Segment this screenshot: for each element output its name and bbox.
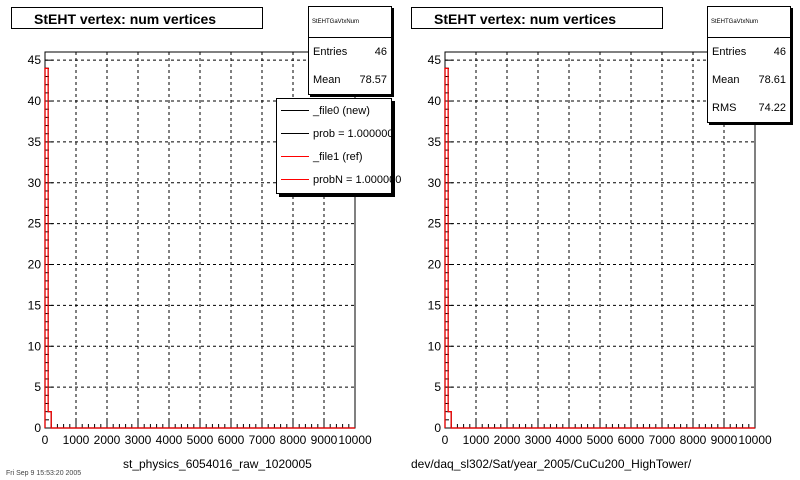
x-tick-label: 0 xyxy=(441,433,449,447)
panel-2-stats-row xyxy=(708,66,790,94)
legend-label: probN = 1.000000 xyxy=(313,173,402,186)
legend-swatch xyxy=(281,179,309,180)
y-tick-label: 20 xyxy=(427,257,441,272)
legend-label: _file0 (new) xyxy=(313,104,370,117)
x-tick-label: 8000 xyxy=(679,433,707,447)
legend-entry xyxy=(277,168,402,191)
x-tick-label: 5000 xyxy=(586,433,614,447)
date-stamp: Fri Sep 9 15:53:20 2005 xyxy=(6,470,82,477)
y-tick-label: 0 xyxy=(34,421,41,435)
x-tick-label: 4000 xyxy=(555,433,583,447)
x-tick-label: 3000 xyxy=(524,433,552,447)
y-tick-label: 10 xyxy=(427,339,441,354)
panel-1-stats-row xyxy=(309,66,391,94)
y-tick-label: 5 xyxy=(34,380,41,395)
y-tick-label: 45 xyxy=(27,53,41,68)
legend-swatch xyxy=(281,156,309,157)
stats-value: 78.57 xyxy=(359,74,387,86)
x-tick-label: 6000 xyxy=(217,433,245,447)
panel-1-run-label: st_physics_6054016_raw_1020005 xyxy=(123,457,312,471)
x-tick-label: 7000 xyxy=(248,433,276,447)
y-tick-label: 10 xyxy=(27,339,41,354)
y-tick-label: 25 xyxy=(27,216,41,231)
stats-value: 78.61 xyxy=(758,74,786,86)
x-tick-label: 7000 xyxy=(648,433,676,447)
x-tick-label: 3000 xyxy=(124,433,152,447)
legend-swatch xyxy=(281,110,309,111)
panel-2-stats-box xyxy=(707,6,791,123)
x-tick-label: 10000 xyxy=(338,433,372,447)
legend-entry xyxy=(277,122,394,145)
stats-value: 46 xyxy=(773,46,786,58)
x-tick-label: 1000 xyxy=(462,433,490,447)
y-tick-label: 30 xyxy=(27,175,41,190)
panel-2-stats-row xyxy=(708,38,790,66)
y-tick-label: 15 xyxy=(27,298,41,313)
panel-1-title: StEHT vertex: num vertices xyxy=(11,7,263,29)
y-tick-label: 40 xyxy=(427,94,441,109)
x-tick-label: 1000 xyxy=(62,433,90,447)
x-tick-label: 9000 xyxy=(710,433,738,447)
stats-label: Mean xyxy=(712,74,740,86)
x-tick-label: 2000 xyxy=(493,433,521,447)
y-tick-label: 15 xyxy=(427,298,441,313)
panel-1-stats-name: StEHTGaVtxNum xyxy=(309,7,391,38)
panel-2-stats-row xyxy=(708,94,790,122)
stats-value: 46 xyxy=(374,46,387,58)
legend-entry xyxy=(277,145,391,168)
legend-label: prob = 1.000000 xyxy=(313,127,394,140)
legend-swatch xyxy=(281,133,309,134)
x-tick-label: 10000 xyxy=(738,433,772,447)
stats-label: Entries xyxy=(313,46,348,58)
x-tick-label: 6000 xyxy=(617,433,645,447)
stats-label: Mean xyxy=(313,74,341,86)
x-tick-label: 5000 xyxy=(186,433,214,447)
x-tick-label: 4000 xyxy=(155,433,183,447)
y-tick-label: 5 xyxy=(434,380,441,395)
panel-2-stats-name: StEHTGaVtxNum xyxy=(708,7,790,38)
y-tick-label: 25 xyxy=(427,216,441,231)
legend-entry xyxy=(277,99,391,122)
y-tick-label: 30 xyxy=(427,175,441,190)
x-tick-label: 0 xyxy=(41,433,49,447)
y-tick-label: 45 xyxy=(427,53,441,68)
y-tick-label: 40 xyxy=(27,94,41,109)
stats-value: 74.22 xyxy=(758,102,786,114)
x-tick-label: 9000 xyxy=(310,433,338,447)
y-tick-label: 0 xyxy=(434,421,441,435)
y-tick-label: 20 xyxy=(27,257,41,272)
x-tick-label: 2000 xyxy=(93,433,121,447)
legend-box xyxy=(276,98,402,194)
y-tick-label: 35 xyxy=(27,134,41,149)
panel-2-title: StEHT vertex: num vertices xyxy=(411,7,663,29)
stats-label: RMS xyxy=(712,102,737,114)
panel-2-path-label: dev/daq_sl302/Sat/year_2005/CuCu200_HighTower/ xyxy=(411,457,692,471)
panel-1-stats-row xyxy=(309,38,391,66)
legend-label: _file1 (ref) xyxy=(313,150,363,163)
x-tick-label: 8000 xyxy=(279,433,307,447)
panel-1-stats-box xyxy=(308,6,392,95)
y-tick-label: 35 xyxy=(427,134,441,149)
stats-label: Entries xyxy=(712,46,747,58)
